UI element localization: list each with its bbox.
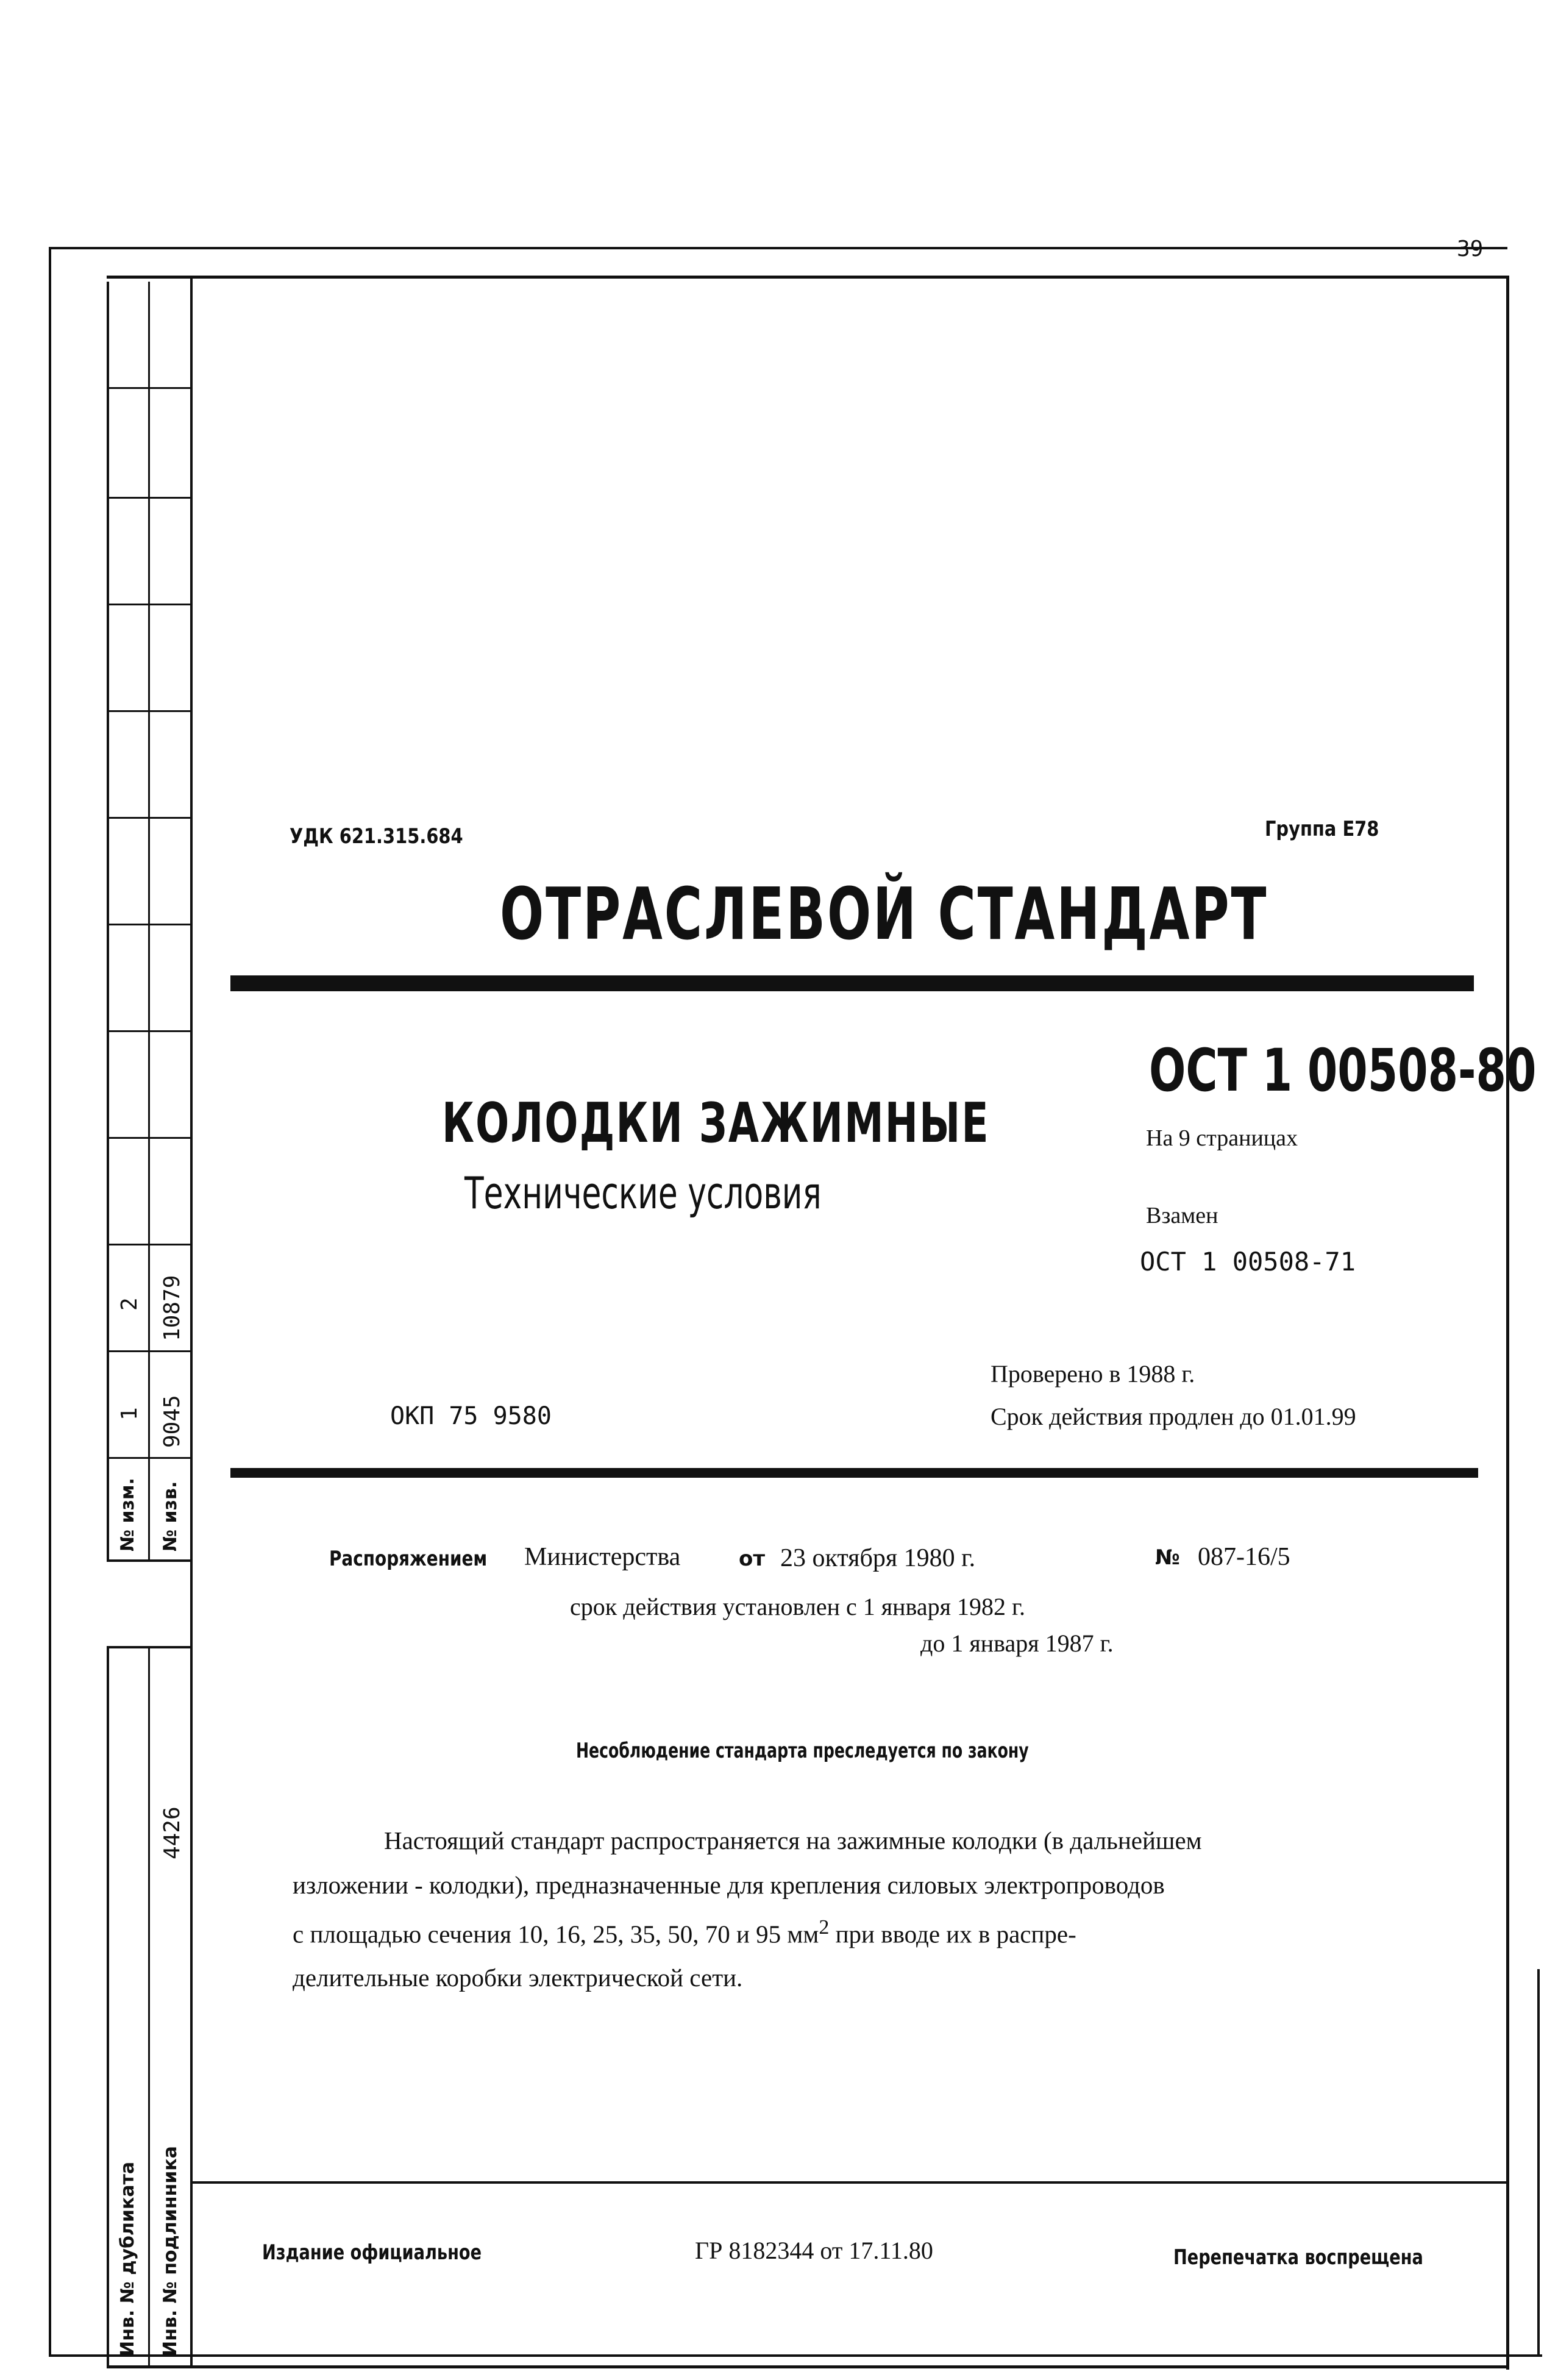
term-end: до 1 января 1987 г. <box>920 1630 1114 1657</box>
body-line-3 <box>293 1916 1076 1949</box>
body-line-3-start: с площадью сечения 10, 16, 25, 35, 50, 70 и 95 мм <box>293 1920 819 1948</box>
official-edition: Издание официальное <box>262 2240 482 2265</box>
order-number-label: № <box>1155 1545 1180 1570</box>
page-number: 39 <box>1457 237 1484 262</box>
okp-code: ОКП 75 9580 <box>390 1402 552 1430</box>
inventory-table-mid <box>148 1646 150 2368</box>
change-table-rule <box>107 497 192 499</box>
standard-name: КОЛОДКИ ЗАЖИМНЫЕ <box>442 1091 990 1155</box>
change-table-rule <box>107 387 192 389</box>
footer-rule <box>193 2181 1509 2184</box>
outer-frame-right <box>1537 1969 1540 2354</box>
change-table-rule <box>107 710 192 712</box>
duplicate-inventory-label: Инв. № дубликата <box>117 2161 138 2356</box>
inner-frame-left <box>190 276 193 2368</box>
notice-number-2: 10879 <box>160 1275 185 1341</box>
notice-number-1: 9045 <box>160 1395 185 1448</box>
change-table-bottom <box>107 1559 192 1562</box>
change-table-rule <box>107 1350 192 1352</box>
order-from: от <box>739 1547 766 1571</box>
replaces-standard: ОСТ 1 00508-71 <box>1140 1247 1356 1277</box>
group-code: Группа Е78 <box>1265 817 1379 841</box>
title-block-rule <box>230 1468 1478 1478</box>
document-type-title: ОТРАСЛЕВОЙ СТАНДАРТ <box>500 872 1268 956</box>
inner-frame-top <box>107 276 1509 279</box>
replaces-label: Взамен <box>1146 1203 1218 1228</box>
change-table-rule <box>107 1244 192 1245</box>
order-ministry: Министерства <box>524 1543 681 1571</box>
order-number: 087-16/5 <box>1198 1543 1290 1571</box>
legal-notice: Несоблюдение стандарта преследуется по закону <box>576 1739 1029 1763</box>
registration-number: ГР 8182344 от 17.11.80 <box>695 2237 933 2264</box>
standard-code: ОСТ 1 00508-80 <box>1149 1036 1537 1105</box>
body-line-4: делительные коробки электрической сети. <box>293 1964 743 1992</box>
change-table-rule <box>107 817 192 819</box>
standard-subtitle: Технические условия <box>464 1167 822 1219</box>
change-number-1: 1 <box>117 1407 142 1420</box>
outer-frame-bottom <box>49 2354 1542 2357</box>
change-table-rule <box>107 1030 192 1032</box>
validity-extension: Срок действия продлен до 01.01.99 <box>991 1403 1356 1430</box>
inner-frame-right <box>1506 276 1509 2370</box>
inventory-table-left <box>107 1646 109 2368</box>
change-number-2: 2 <box>117 1297 142 1311</box>
change-table-rule <box>107 604 192 605</box>
checked-year: Проверено в 1988 г. <box>991 1360 1195 1388</box>
notice-number-header: № изв. <box>160 1481 181 1552</box>
original-inventory-label: Инв. № подлинника <box>160 2146 181 2356</box>
change-table-rule <box>107 1137 192 1139</box>
change-number-header: № изм. <box>117 1478 138 1552</box>
body-line-3-end: при вводе их в распре- <box>829 1920 1076 1948</box>
header-rule <box>230 975 1474 991</box>
outer-frame-top <box>49 247 1507 249</box>
order-date: 23 октября 1980 г. <box>780 1544 976 1572</box>
udk-code: УДК 621.315.684 <box>290 824 463 849</box>
order-label: Распоряжением <box>329 1547 488 1571</box>
body-line-2: изложении - колодки), предназначенные для крепления силовых электропроводов <box>293 1871 1165 1899</box>
body-line-1: Настоящий стандарт распространяется на зажимные колодки (в дальнейшем <box>384 1826 1202 1854</box>
original-inventory-number: 4426 <box>160 1806 185 1859</box>
square-superscript: 2 <box>819 1916 830 1939</box>
inner-frame-bottom <box>107 2365 1509 2368</box>
change-table-left <box>107 282 109 1562</box>
change-table-rule <box>107 1457 192 1459</box>
change-table-rule <box>107 924 192 925</box>
reprint-prohibited: Перепечатка воспрещена <box>1173 2245 1423 2270</box>
change-table-mid <box>148 282 150 1562</box>
term-start: срок действия установлен с 1 января 1982 г. <box>570 1593 1025 1620</box>
outer-frame-left <box>49 247 51 2356</box>
page-count: На 9 страницах <box>1146 1125 1298 1151</box>
